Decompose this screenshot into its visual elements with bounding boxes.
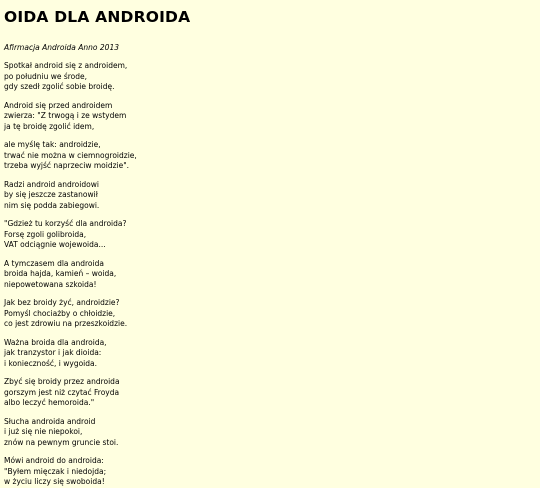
verse-line: co jest zdrowiu na przeszkoidzie. xyxy=(4,319,128,328)
verse-line: i już się nie niepokoi, xyxy=(4,427,83,436)
verse-line: Ważna broida dla androida, xyxy=(4,337,107,347)
verse-line: niepowetowana szkoida! xyxy=(4,279,97,289)
verse-line: Zbyć się broidy przez androida xyxy=(4,377,120,386)
verse-line: Pomyśl chociażby o chłoidzie, xyxy=(4,308,116,318)
verse-line: i konieczność, i wygoida. xyxy=(4,358,97,368)
verse-line: trwać nie można w ciemnogroidzie, xyxy=(4,150,137,160)
verse-line: ale myślę tak: androidzie, xyxy=(4,140,101,149)
poem-body xyxy=(4,61,540,488)
verse-line: Forsę zgoli golibroida, xyxy=(4,229,87,239)
verse-line: A tymczasem dla androida xyxy=(4,258,104,268)
verse-line: znów na pewnym gruncie stoi. xyxy=(4,437,119,447)
verse-line: Jak bez broidy żyć, androidzie? xyxy=(4,298,120,307)
verse-line: gorszym jest niż czytać Froyda xyxy=(4,387,120,397)
stanza xyxy=(4,259,540,291)
stanza xyxy=(4,417,540,449)
stanza xyxy=(4,298,540,330)
verse-line: w życiu liczy się swoboida! xyxy=(4,477,105,486)
verse-line: jak tranzystor i jak dioida: xyxy=(4,348,102,357)
verse-line: by się jeszcze zastanowił xyxy=(4,190,98,199)
poem-subtitle: Afirmacja Androida Anno 2013 xyxy=(4,43,119,52)
verse-line: trzeba wyjść naprzeciw moidzie". xyxy=(4,161,130,170)
poem-title: OIDA DLA ANDROIDA xyxy=(4,8,191,26)
verse-line: Android się przed androidem xyxy=(4,100,113,110)
stanza xyxy=(4,219,540,251)
verse-line: ja tę broidę zgolić idem, xyxy=(4,121,95,131)
stanza xyxy=(4,377,540,409)
stanza xyxy=(4,338,540,370)
verse-line: gdy szedł zgolić sobie broidę. xyxy=(4,82,115,91)
verse-line: "Byłem mięczak i niedojda; xyxy=(4,466,107,476)
verse-line: broida hajda, kamień – woida, xyxy=(4,269,117,278)
verse-line: "Gdzież tu korzyść dla androida? xyxy=(4,219,127,228)
stanza xyxy=(4,180,540,212)
verse-line: Radzi android androidowi xyxy=(4,179,99,189)
verse-line: Słucha androida android xyxy=(4,416,96,426)
verse-line: Spotkał android się z androidem, xyxy=(4,61,128,70)
verse-line: Mówi android do androida: xyxy=(4,456,104,465)
stanza xyxy=(4,101,540,133)
stanza xyxy=(4,140,540,172)
verse-line: nim się podda zabiegowi. xyxy=(4,200,100,210)
stanza xyxy=(4,456,540,488)
stanza xyxy=(4,61,540,93)
verse-line: zwierza: "Z trwogą i ze wstydem xyxy=(4,111,127,120)
verse-line: albo leczyć hemoroida." xyxy=(4,398,95,407)
verse-line: po południu we środe, xyxy=(4,71,88,81)
verse-line: VAT odciągnie wojewoida... xyxy=(4,240,106,249)
